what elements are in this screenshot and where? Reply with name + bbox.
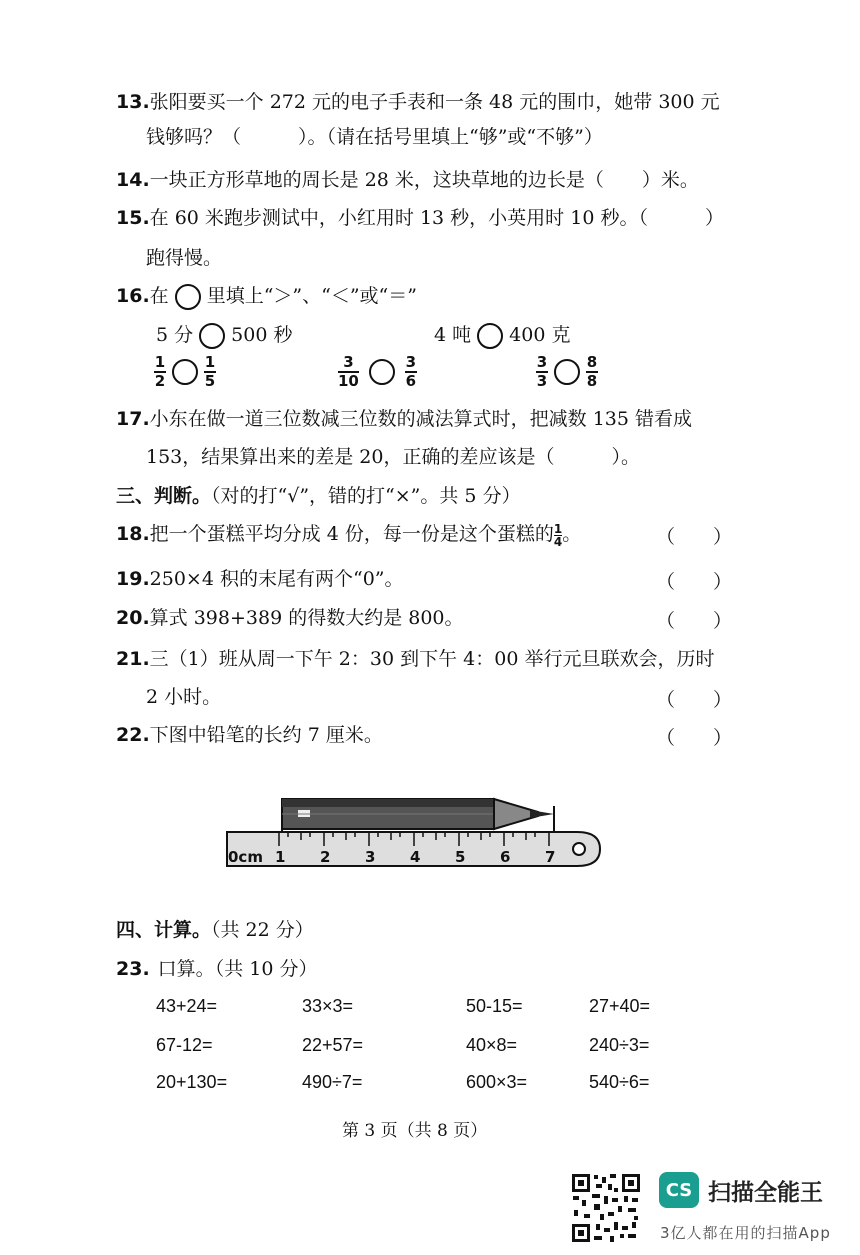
fraction xyxy=(154,354,166,390)
q18-end: 。 xyxy=(562,523,582,545)
ruler-tick-label: 3 xyxy=(365,848,376,866)
fraction xyxy=(204,354,216,390)
answer-circle-icon[interactable] xyxy=(172,359,198,385)
q13-number: 13. xyxy=(116,91,150,113)
brand-name: 扫描全能王 xyxy=(708,1180,823,1206)
calc-item[interactable]: 67-12= xyxy=(156,1035,213,1055)
logo-text: CS xyxy=(665,1179,693,1201)
q22-number: 22. xyxy=(116,724,150,746)
q16-row1-item2 xyxy=(434,323,570,349)
q16-intro-b: 里填上“＞”、“＜”或“＝” xyxy=(206,285,417,307)
q15-text: 在 60 米跑步测试中，小红用时 13 秒，小英用时 10 秒。（ ） xyxy=(149,207,724,229)
q17-text: 小东在做一道三位数减三位数的减法算式时，把减数 135 错看成 xyxy=(149,408,693,430)
ruler-tick-label: 4 xyxy=(410,848,421,866)
calc-item[interactable]: 600×3= xyxy=(466,1072,528,1092)
q23-title: 口算。 xyxy=(157,958,215,980)
q13-line2: 钱够吗？（ ）。（请在括号里填上“够”或“不够”） xyxy=(146,126,603,148)
section4-note: （共 22 分） xyxy=(211,919,314,941)
q15-line1 xyxy=(116,206,724,230)
frac-numerator: 1 xyxy=(154,353,166,371)
answer-circle-icon[interactable] xyxy=(477,323,503,349)
brand-tagline: 3亿人都在用的扫描App xyxy=(660,1224,831,1242)
q18-line xyxy=(116,522,581,548)
q16-r1i1-left: 5 分 xyxy=(156,324,194,346)
q18-text: 把一个蛋糕平均分成 4 份，每一份是这个蛋糕的 xyxy=(149,523,554,545)
section4-heading xyxy=(116,918,314,942)
calc-item[interactable]: 490÷7= xyxy=(302,1072,363,1092)
q18-answer-paren[interactable]: （ ） xyxy=(656,526,733,548)
calc-item[interactable]: 240÷3= xyxy=(589,1035,650,1055)
q22-text: 下图中铅笔的长约 7 厘米。 xyxy=(149,724,383,746)
q23-heading xyxy=(116,957,317,981)
fraction xyxy=(586,354,598,390)
q17-number: 17. xyxy=(116,408,150,430)
frac-numerator: 1 xyxy=(553,521,563,536)
calc-item[interactable]: 540÷6= xyxy=(589,1072,650,1092)
q21-line1 xyxy=(116,647,714,671)
q16-frac1 xyxy=(154,354,216,394)
frac-denominator: 3 xyxy=(536,372,548,390)
q22-answer-paren[interactable]: （ ） xyxy=(656,727,733,749)
frac-denominator: 5 xyxy=(204,372,216,390)
q16-intro xyxy=(116,284,417,310)
q20-text: 算式 398+389 的得数大约是 800。 xyxy=(149,607,464,629)
calc-item[interactable]: 20+130= xyxy=(156,1072,228,1092)
q19-answer-paren[interactable]: （ ） xyxy=(656,571,733,593)
q21-line2: 2 小时。 xyxy=(146,686,222,708)
q16-r1i2-left: 4 吨 xyxy=(434,324,472,346)
q21-number: 21. xyxy=(116,648,150,670)
q14-text: 一块正方形草地的周长是 28 米，这块草地的边长是（ ）米。 xyxy=(149,169,699,191)
q20-line xyxy=(116,606,464,630)
section3-heading xyxy=(116,484,521,508)
frac-denominator: 6 xyxy=(405,372,417,390)
q14-line xyxy=(116,168,699,192)
fraction xyxy=(338,354,359,390)
q16-row1-item1 xyxy=(156,323,292,349)
q21-text: 三（1）班从周一下午 2：30 到下午 4：00 举行元旦联欢会，历时 xyxy=(149,648,715,670)
q13-line1 xyxy=(116,90,720,114)
answer-circle-icon[interactable] xyxy=(199,323,225,349)
calc-item[interactable]: 33×3= xyxy=(302,996,354,1016)
compare-circle-icon xyxy=(175,284,201,310)
q23-number: 23. xyxy=(116,958,150,980)
calc-item[interactable]: 40×8= xyxy=(466,1035,518,1055)
section3-title: 三、判断。 xyxy=(116,485,212,507)
q16-frac3 xyxy=(536,354,598,394)
ruler xyxy=(227,832,600,866)
q19-text: 250×4 积的末尾有两个“0”。 xyxy=(149,568,404,590)
qr-code-icon xyxy=(570,1172,642,1244)
q14-number: 14. xyxy=(116,169,150,191)
frac-denominator: 10 xyxy=(338,372,359,390)
q19-line xyxy=(116,567,404,591)
frac-denominator: 2 xyxy=(154,372,166,390)
ruler-tick-label: 1 xyxy=(275,848,286,866)
ruler-tick-label: 6 xyxy=(500,848,511,866)
fraction xyxy=(405,354,417,390)
q17-line2: 153，结果算出来的差是 20，正确的差应该是（ ）。 xyxy=(146,446,640,468)
q20-answer-paren[interactable]: （ ） xyxy=(656,610,733,632)
q16-frac2 xyxy=(338,354,417,394)
calc-item[interactable]: 22+57= xyxy=(302,1035,364,1055)
q16-r1i2-right: 400 克 xyxy=(509,324,571,346)
frac-numerator: 8 xyxy=(586,353,598,371)
camscanner-logo xyxy=(659,1172,699,1208)
q21-answer-paren[interactable]: （ ） xyxy=(656,689,733,711)
q19-number: 19. xyxy=(116,568,150,590)
q17-line1 xyxy=(116,407,692,431)
frac-numerator: 3 xyxy=(343,353,354,371)
ruler-unit-label: 0cm xyxy=(228,848,263,866)
q13-text: 张阳要买一个 272 元的电子手表和一条 48 元的围巾，她带 300 元 xyxy=(149,91,720,113)
q15-line2: 跑得慢。 xyxy=(146,247,223,269)
fraction xyxy=(536,354,548,390)
fraction xyxy=(554,523,562,548)
frac-denominator: 8 xyxy=(586,372,598,390)
calc-item[interactable]: 50-15= xyxy=(466,996,523,1016)
q15-number: 15. xyxy=(116,207,150,229)
frac-numerator: 3 xyxy=(536,353,548,371)
q16-intro-a: 在 xyxy=(149,285,169,307)
ruler-tick-label: 7 xyxy=(545,848,556,866)
q22-line xyxy=(116,723,383,747)
section4-title: 四、计算。 xyxy=(116,919,212,941)
frac-numerator: 3 xyxy=(405,353,417,371)
section3-note: （对的打“√”，错的打“×”。共 5 分） xyxy=(211,485,521,507)
answer-circle-icon[interactable] xyxy=(369,359,395,385)
page-number: 第 3 页（共 8 页） xyxy=(342,1121,488,1141)
q16-number: 16. xyxy=(116,285,150,307)
answer-circle-icon[interactable] xyxy=(554,359,580,385)
q23-note: （共 10 分） xyxy=(214,958,318,980)
calc-item[interactable]: 43+24= xyxy=(156,996,218,1016)
ruler-tick-label: 5 xyxy=(455,848,466,866)
q16-r1i1-right: 500 秒 xyxy=(231,324,293,346)
ruler-tick-label: 2 xyxy=(320,848,331,866)
calc-item[interactable]: 27+40= xyxy=(589,996,651,1016)
q20-number: 20. xyxy=(116,607,150,629)
frac-denominator: 4 xyxy=(553,534,563,549)
q18-number: 18. xyxy=(116,523,150,545)
pencil-ruler-illustration xyxy=(222,792,604,874)
frac-numerator: 1 xyxy=(204,353,216,371)
